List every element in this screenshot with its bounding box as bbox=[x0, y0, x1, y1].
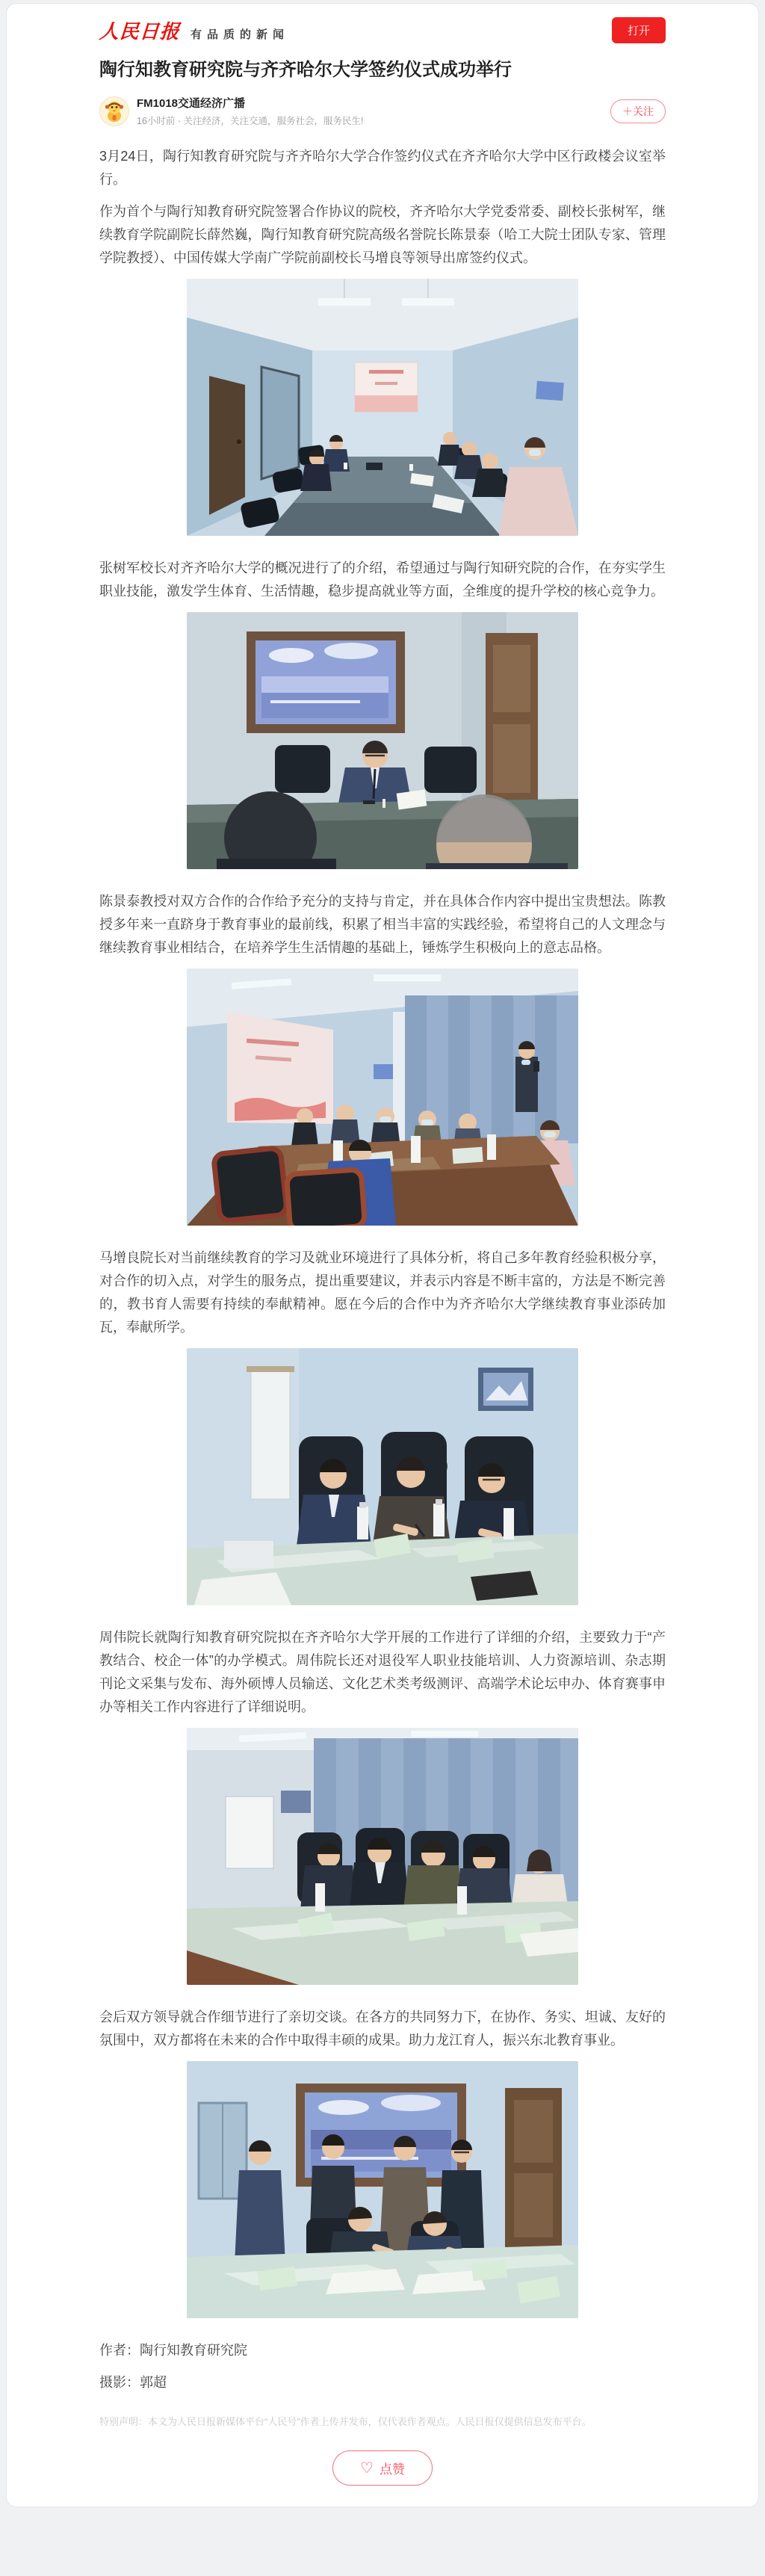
author-sub-meta: 16小时前 · 关注经济，关注交通，服务社会，服务民生! bbox=[137, 116, 364, 126]
speaker-with-painting-photo bbox=[187, 612, 578, 869]
author-row bbox=[99, 95, 666, 127]
brand bbox=[99, 16, 289, 44]
meeting-wide-angle-photo bbox=[187, 969, 578, 1226]
meeting-room-wide-photo bbox=[187, 279, 578, 536]
like-button[interactable] bbox=[332, 2450, 433, 2486]
paragraph: 陈景泰教授对双方合作的合作给予充分的支持与肯定，并在具体合作内容中提出宝贵想法。陈教授多年来一直跻身于教育事业的最前线，积累了相当丰富的实践经验，希望将自己的人文理念与继续教育事业相结合，在培养学生生活情趣的基础上，锤炼学生积极向上的意志品格。 bbox=[99, 894, 666, 955]
duck-mascot-icon bbox=[100, 97, 128, 126]
article-body bbox=[99, 145, 666, 2486]
heart-icon: ♡ bbox=[360, 2459, 374, 2477]
delegates-row-curtains-photo bbox=[187, 1728, 578, 1985]
disclaimer: 特别声明：本文为人民日报新媒体平台“人民号”作者上传并发布，仅代表作者观点。人民日报仅提供信息发布平台。 bbox=[99, 2416, 592, 2427]
article-photo-5 bbox=[187, 1728, 578, 1985]
author-name[interactable]: FM1018交通经济广播 bbox=[137, 97, 246, 110]
brand-slogan: 有品质的新闻 bbox=[191, 28, 290, 41]
site-header bbox=[99, 14, 666, 46]
like-button-wrap bbox=[99, 2450, 666, 2486]
article-photo-4 bbox=[187, 1348, 578, 1605]
page-card bbox=[6, 3, 759, 2507]
article-photo-6 bbox=[187, 2061, 578, 2318]
paragraph: 马增良院长对当前继续教育的学习及就业环境进行了具体分析，将自己多年教育经验积极分享，对合作的切入点，对学生的服务点，提出重要建议，并表示内容是不断丰富的，方法是不断完善的，教书育人需要有持续的奉献精神。愿在今后的合作中为齐齐哈尔大学继续教育事业添砖加瓦，奉献所学。 bbox=[99, 1250, 666, 1335]
article-photo-3 bbox=[187, 969, 578, 1226]
paragraph: 周伟院长就陶行知教育研究院拟在齐齐哈尔大学开展的工作进行了详细的介绍，主要致力于“产教结合、校企一体”的办学模式。周伟院长还对退役军人职业技能培训、人力资源培训、杂志期刊论文采集与发布、海外硕博人员输送、文化艺术类考级测评、高端学术论坛申办、体育赛事申办等相关工作内容进行了详细说明。 bbox=[99, 1630, 666, 1714]
author-avatar[interactable] bbox=[99, 96, 129, 126]
article-photo-1 bbox=[187, 279, 578, 536]
author-meta-block bbox=[137, 95, 610, 127]
paragraph: 张树军校长对齐齐哈尔大学的概况进行了的介绍，希望通过与陶行知研究院的合作，在夯实学生职业技能，激发学生体育、生活情趣，稳步提高就业等方面，全维度的提升学校的核心竞争力。 bbox=[99, 560, 666, 599]
delegates-at-table-photo bbox=[187, 1348, 578, 1605]
article-photo-2 bbox=[187, 612, 578, 869]
paragraph: 作为首个与陶行知教育研究院签署合作协议的院校，齐齐哈尔大学党委常委、副校长张树军，继续教育学院副院长薛然巍，陶行知教育研究院高级名誉院长陈景泰（哈工大院士团队专家、管理学院教授）、中国传媒大学南广学院前副校长马增良等领导出席签约仪式。 bbox=[99, 204, 666, 265]
peoples-daily-logo: 人民日报 bbox=[98, 19, 181, 43]
signing-ceremony-photo bbox=[187, 2061, 578, 2318]
open-app-button[interactable]: 打开 bbox=[612, 17, 666, 43]
article-title: 陶行知教育研究院与齐齐哈尔大学签约仪式成功举行 bbox=[99, 60, 512, 80]
paragraph: 会后双方领导就合作细节进行了亲切交谈。在各方的共同努力下，在协作、务实、坦诚、友好的氛围中，双方都将在未来的合作中取得丰硕的成果。助力龙江育人，振兴东北教育事业。 bbox=[99, 2010, 666, 2048]
like-label: 点赞 bbox=[379, 2462, 405, 2477]
paragraph: 3月24日，陶行知教育研究院与齐齐哈尔大学合作签约仪式在齐齐哈尔大学中区行政楼会议室举行。 bbox=[99, 149, 666, 187]
photographer-credit: 摄影：郭超 bbox=[99, 2375, 167, 2390]
author-credit: 作者：陶行知教育研究院 bbox=[99, 2343, 247, 2358]
follow-button[interactable]: ＋关注 bbox=[610, 99, 666, 123]
